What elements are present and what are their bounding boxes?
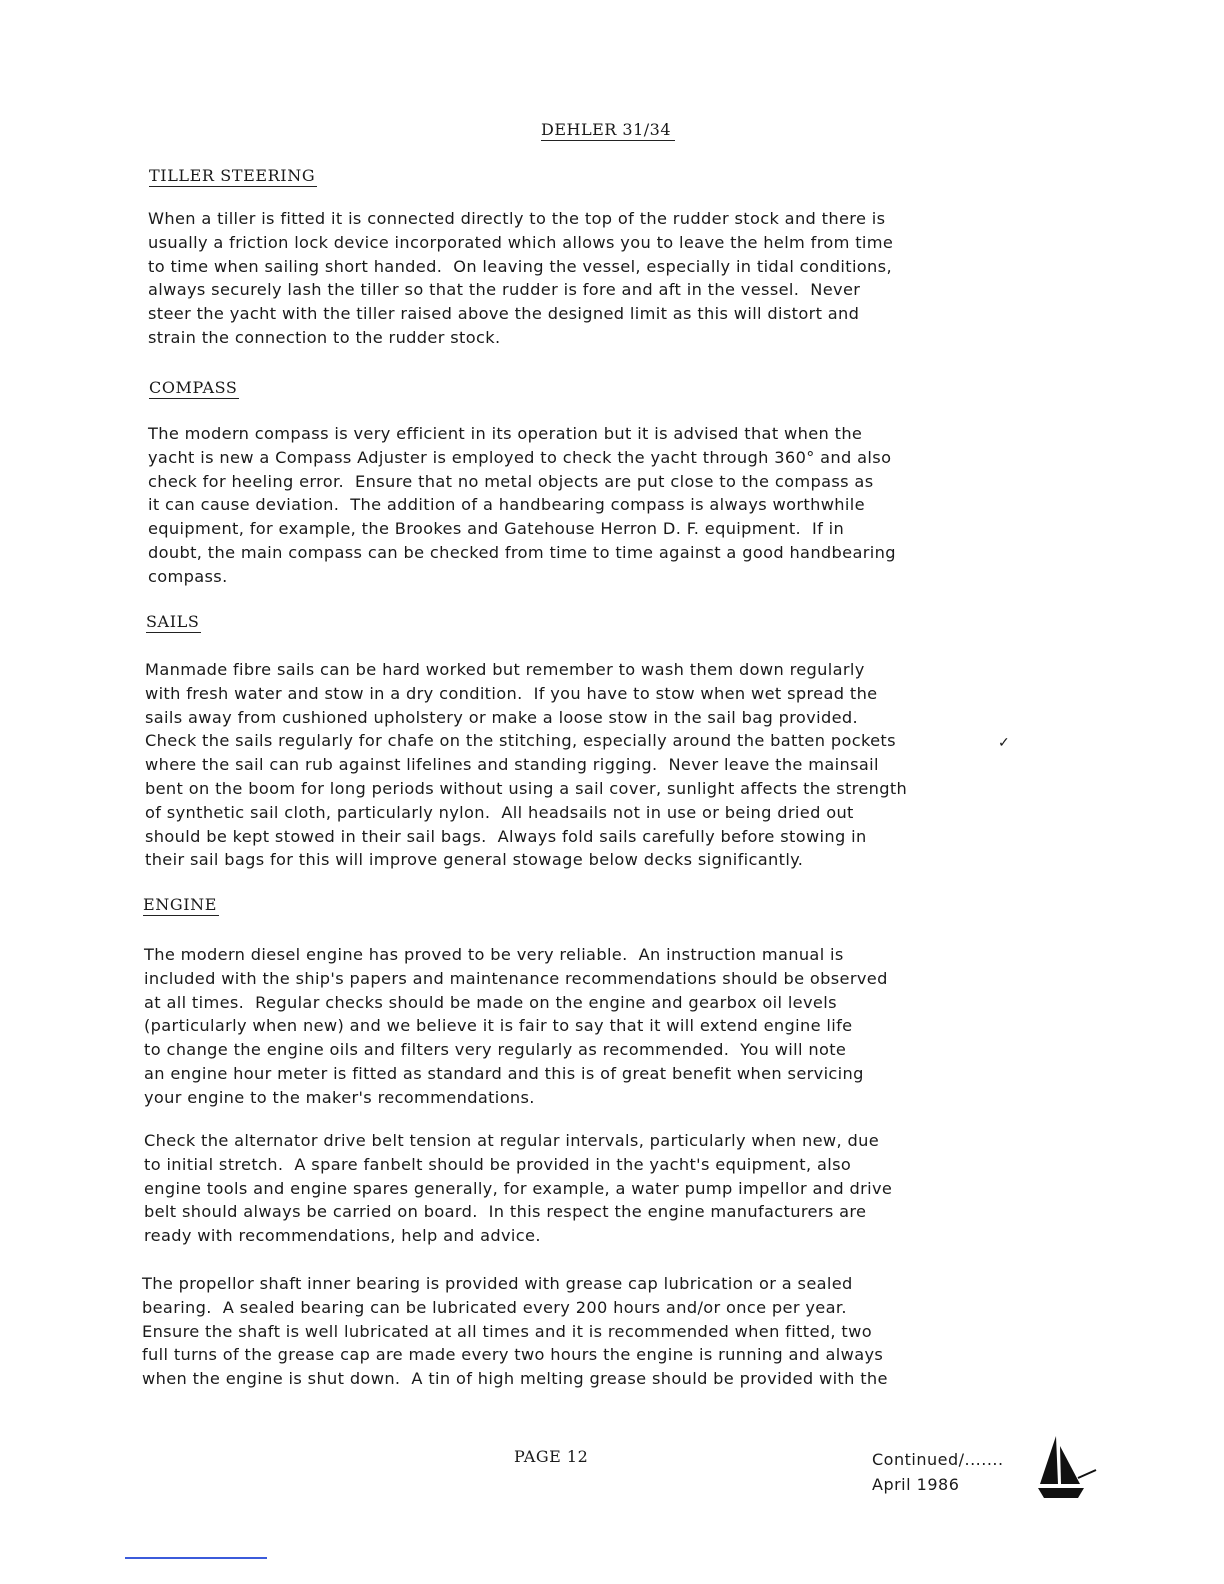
- text-line: compass.: [148, 566, 228, 586]
- text-line: The modern diesel engine has proved to be very reliable. An instruction manual is: [144, 945, 844, 964]
- dehler-logo-icon: [1034, 1432, 1098, 1506]
- text-line: engine tools and engine spares generally, for example, a water pump impellor and drive: [144, 1178, 893, 1198]
- footer-continued-block: [872, 1447, 1004, 1497]
- paragraph-engine-2: [144, 1129, 892, 1248]
- text-line: it can cause deviation. The addition of a handbearing compass is always worthwhile: [148, 495, 865, 515]
- heading-sails: SAILS: [146, 612, 200, 631]
- paragraph-sails: [145, 658, 907, 872]
- text-line: always securely lash the tiller so that the rudder is fore and aft in the vessel. Never: [148, 280, 861, 300]
- text-line: The propellor shaft inner bearing is provided with grease cap lubrication or a sealed: [142, 1274, 853, 1293]
- text-line: included with the ship's papers and maintenance recommendations should be observed: [144, 968, 888, 988]
- text-line: full turns of the grease cap are made every two hours the engine is running and always: [142, 1345, 884, 1365]
- heading-compass: COMPASS: [149, 378, 238, 397]
- text-line: doubt, the main compass can be checked from time to time against a good handbearing: [148, 542, 896, 562]
- text-line: When a tiller is fitted it is connected directly to the top of the rudder stock and there is: [148, 209, 886, 228]
- footer-date: April 1986: [872, 1475, 960, 1494]
- paragraph-compass: [148, 422, 896, 589]
- text-line: ready with recommendations, help and advice.: [144, 1226, 541, 1246]
- text-line: to time when sailing short handed. On leaving the vessel, especially in tidal conditions,: [148, 256, 892, 276]
- continued-label: Continued/.......: [872, 1450, 1004, 1469]
- text-line: when the engine is shut down. A tin of high melting grease should be provided with the: [142, 1369, 888, 1389]
- text-line: where the sail can rub against lifelines and standing rigging. Never leave the mainsail: [145, 755, 879, 775]
- text-line: bearing. A sealed bearing can be lubricated every 200 hours and/or once per year.: [142, 1297, 847, 1317]
- text-line: Manmade fibre sails can be hard worked but remember to wash them down regularly: [145, 660, 865, 679]
- text-line: belt should always be carried on board. In this respect the engine manufacturers are: [144, 1202, 867, 1222]
- text-line: Ensure the shaft is well lubricated at all times and it is recommended when fitted, two: [142, 1321, 872, 1341]
- page-number: PAGE 12: [514, 1447, 589, 1466]
- text-line: an engine hour meter is fitted as standard and this is of great benefit when servicing: [144, 1063, 864, 1083]
- text-line: to initial stretch. A spare fanbelt should be provided in the yacht's equipment, also: [144, 1154, 852, 1174]
- text-line: check for heeling error. Ensure that no metal objects are put close to the compass as: [148, 471, 874, 491]
- text-line: strain the connection to the rudder stock.: [148, 327, 501, 347]
- heading-tiller-steering: TILLER STEERING: [149, 166, 316, 185]
- margin-annotation-icon: ✓: [998, 735, 1010, 751]
- text-line: The modern compass is very efficient in its operation but it is advised that when the: [148, 424, 863, 443]
- text-line: of synthetic sail cloth, particularly nylon. All headsails not in use or being dried out: [145, 802, 854, 822]
- text-line: Check the sails regularly for chafe on the stitching, especially around the batten pockets: [145, 731, 896, 751]
- page-header-title: DEHLER 31/34: [541, 120, 675, 141]
- bottom-divider: [125, 1557, 267, 1559]
- heading-engine: ENGINE: [143, 895, 218, 914]
- text-line: steer the yacht with the tiller raised above the designed limit as this will distort and: [148, 304, 860, 324]
- text-line: Check the alternator drive belt tension at regular intervals, particularly when new, due: [144, 1131, 880, 1150]
- text-line: usually a friction lock device incorporated which allows you to leave the helm from time: [148, 232, 894, 252]
- text-line: sails away from cushioned upholstery or make a loose stow in the sail bag provided.: [145, 707, 859, 727]
- paragraph-tiller-steering: [148, 207, 893, 350]
- text-line: your engine to the maker's recommendations.: [144, 1087, 535, 1107]
- paragraph-engine-3: [142, 1272, 888, 1391]
- text-line: yacht is new a Compass Adjuster is employed to check the yacht through 360° and also: [148, 447, 892, 467]
- text-line: to change the engine oils and filters very regularly as recommended. You will note: [144, 1040, 847, 1060]
- paragraph-engine-1: [144, 943, 888, 1110]
- text-line: bent on the boom for long periods without using a sail cover, sunlight affects the strength: [145, 778, 908, 798]
- text-line: should be kept stowed in their sail bags. Always fold sails carefully before stowing in: [145, 826, 867, 846]
- text-line: equipment, for example, the Brookes and Gatehouse Herron D. F. equipment. If in: [148, 519, 845, 539]
- text-line: at all times. Regular checks should be made on the engine and gearbox oil levels: [144, 992, 837, 1012]
- text-line: their sail bags for this will improve general stowage below decks significantly.: [145, 850, 804, 870]
- text-line: (particularly when new) and we believe it is fair to say that it will extend engine life: [144, 1016, 853, 1036]
- text-line: with fresh water and stow in a dry condition. If you have to stow when wet spread the: [145, 683, 878, 703]
